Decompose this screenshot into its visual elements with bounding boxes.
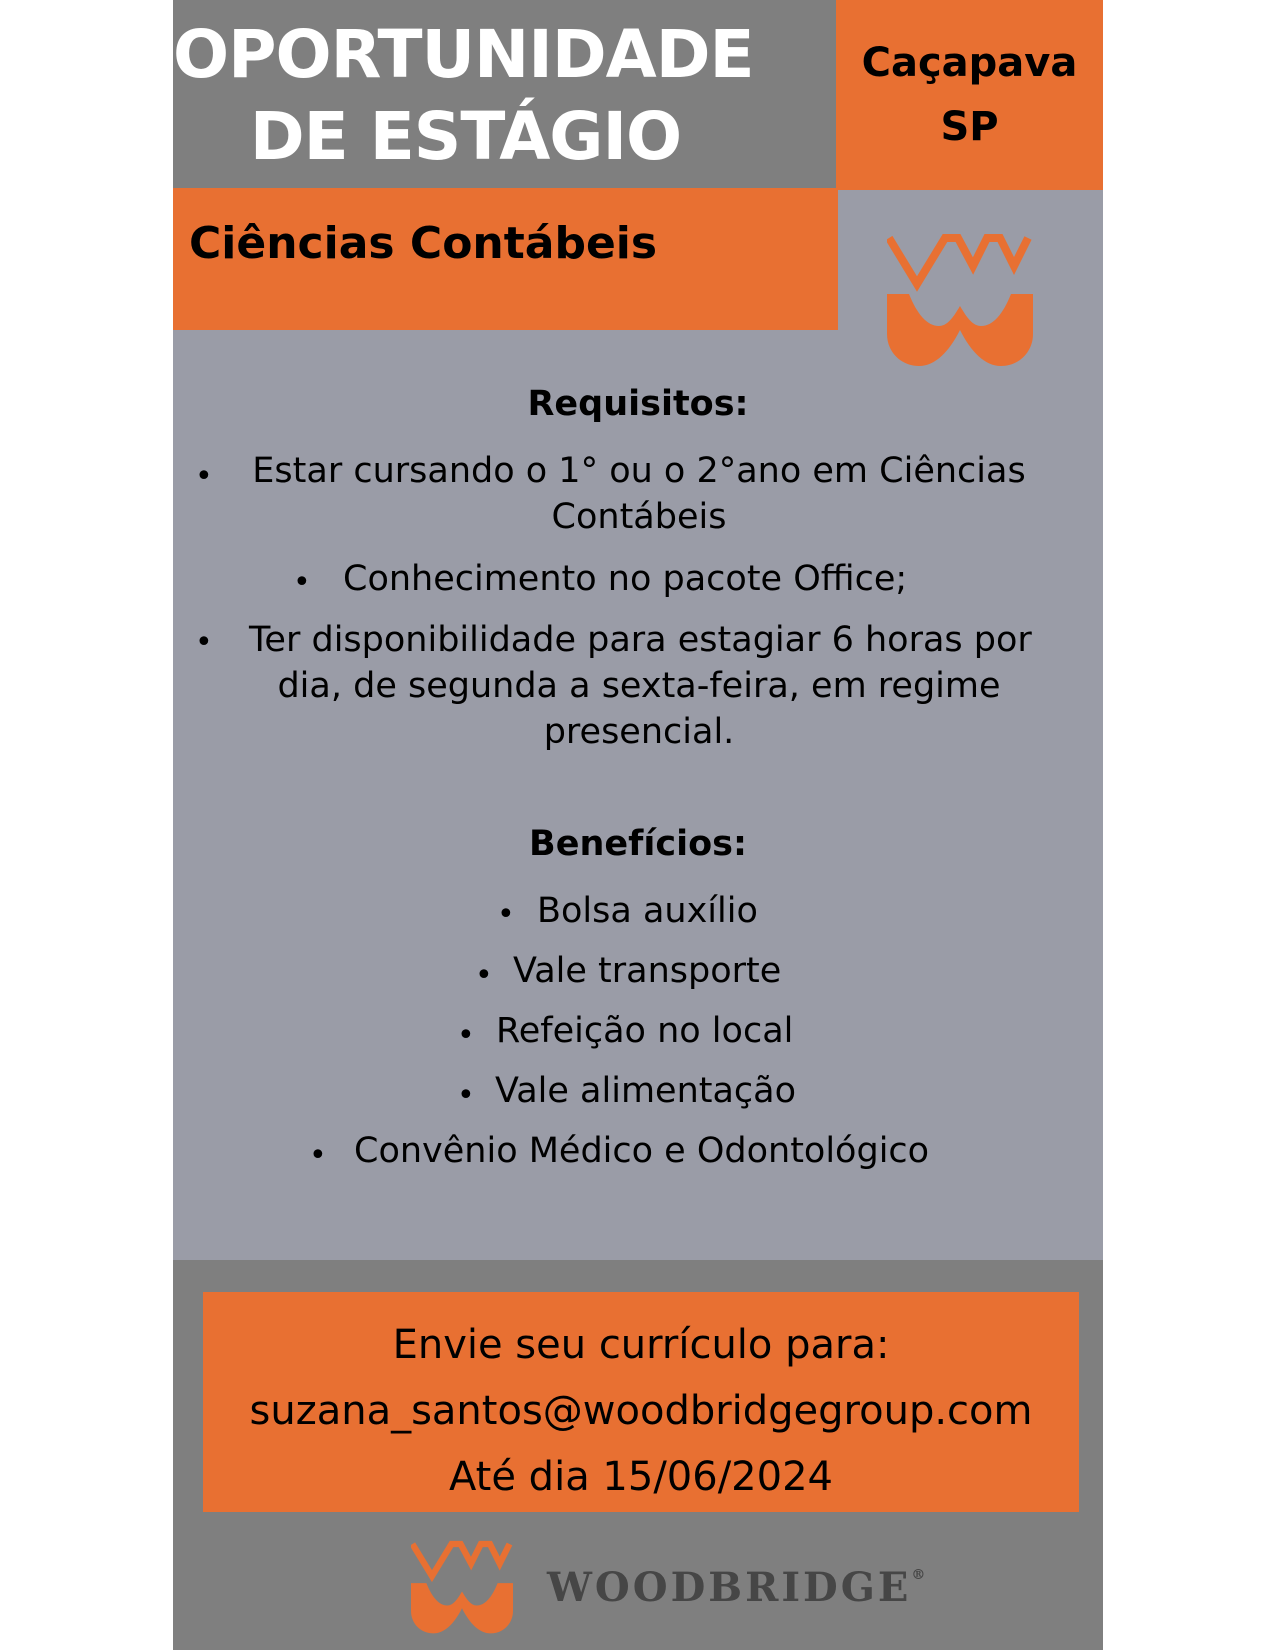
course-box: [173, 188, 838, 330]
benefit-item-5: Convênio Médico e Odontológico: [354, 1131, 930, 1171]
course-title: Ciências Contábeis: [189, 218, 658, 269]
poster-title: [173, 14, 754, 178]
registered-mark: ®: [911, 1567, 926, 1583]
requirement-bullet: •: [195, 625, 213, 660]
requirement-item-3-line1: Ter disponibilidade para estagiar 6 horas por: [249, 620, 1032, 660]
header-band: [173, 0, 836, 188]
benefit-bullet: •: [309, 1138, 327, 1173]
benefit-item-2: Vale transporte: [513, 951, 782, 991]
job-poster: [173, 0, 1103, 1650]
contact-email[interactable]: suzana_santos@woodbridgegroup.com: [249, 1388, 1033, 1434]
benefit-bullet: •: [475, 958, 493, 993]
title-line-1: OPORTUNIDADE: [173, 16, 754, 93]
contact-box: [203, 1292, 1079, 1512]
benefit-bullet: •: [457, 1078, 475, 1113]
requirement-item-3-line3: presencial.: [543, 712, 735, 752]
location-box: [836, 0, 1103, 190]
footer-band: [173, 1260, 1103, 1650]
requirement-bullet: •: [293, 565, 311, 600]
woodbridge-small-logo-icon: [411, 1538, 513, 1638]
brand-wordmark: [547, 1564, 925, 1611]
benefit-bullet: •: [457, 1018, 475, 1053]
title-line-2: DE ESTÁGIO: [249, 98, 682, 175]
benefits-heading: Benefícios:: [529, 824, 747, 864]
benefit-item-3: Refeição no local: [496, 1011, 794, 1051]
requirement-bullet: •: [195, 459, 213, 494]
brand-name: WOODBRIDGE: [547, 1564, 912, 1611]
woodbridge-logo-icon: [887, 234, 1033, 368]
contact-instruction: Envie seu currículo para:: [392, 1322, 890, 1368]
requirement-item-3-line2: dia, de segunda a sexta-feira, em regime: [277, 666, 1001, 706]
benefit-item-4: Vale alimentação: [495, 1071, 797, 1111]
benefit-item-1: Bolsa auxílio: [537, 891, 758, 931]
state-label: SP: [940, 104, 999, 150]
requirement-item-2: Conhecimento no pacote Office;: [343, 559, 908, 599]
city-label: Caçapava: [861, 40, 1078, 86]
benefit-bullet: •: [497, 897, 515, 932]
requirement-item-1-line1: Estar cursando o 1° ou o 2°ano em Ciências: [252, 451, 1026, 491]
requirements-heading: Requisitos:: [527, 384, 749, 424]
application-deadline: Até dia 15/06/2024: [449, 1454, 833, 1500]
requirement-item-1-line2: Contábeis: [551, 497, 727, 537]
